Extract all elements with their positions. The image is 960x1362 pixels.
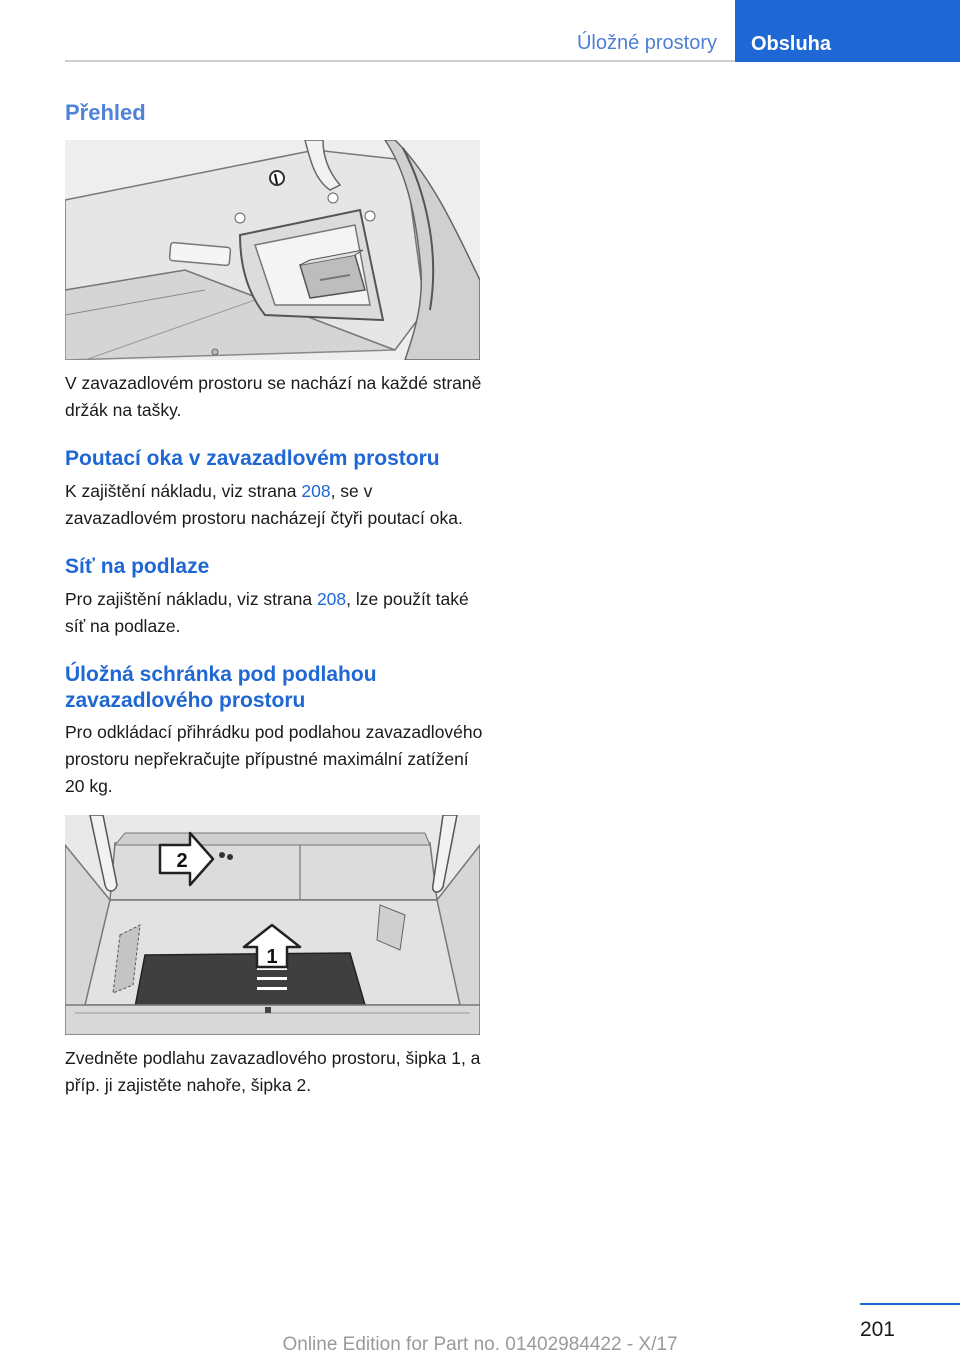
- page-number: 201: [859, 1318, 895, 1341]
- header-divider: [65, 60, 735, 62]
- page-208-link[interactable]: 208: [301, 480, 331, 501]
- net-text-end: , lze použít také síť na podlaze.: [65, 588, 469, 636]
- header-chapter-tab: Obsluha: [735, 0, 960, 62]
- tie-down-section: [65, 446, 485, 532]
- trunk-side-illustration: [65, 140, 480, 360]
- main-content: [65, 100, 485, 1099]
- edition-watermark: Online Edition for Part no. 01402984422 - X/17: [282, 1334, 678, 1355]
- arrow-1-label: 1: [266, 945, 278, 968]
- tie-down-text: [65, 478, 485, 532]
- overview-heading: Přehled: [65, 100, 146, 125]
- page-header: [577, 0, 960, 62]
- net-section: [65, 554, 485, 640]
- tie-down-text-end: , se v zavazadlovém prostoru nacházejí čtyři poutací oka.: [65, 480, 463, 528]
- net-text: [65, 586, 485, 640]
- storage-heading: Úložná schránka pod podlahou zavazadlového prostoru: [65, 662, 377, 712]
- storage-caption: Zvedněte podlahu zavazadlového prostoru, šipka 1, a příp. ji zajistěte nahoře, šipka 2.: [65, 1047, 481, 1095]
- overview-caption: V zavazadlovém prostoru se nachází na každé straně držák na tašky.: [65, 373, 482, 421]
- arrow-2-label: 2: [176, 849, 188, 872]
- tie-down-heading: Poutací oka v zavazadlovém prostoru: [65, 447, 440, 471]
- page-208-link[interactable]: 208: [316, 588, 347, 609]
- footer-rule: [860, 1303, 960, 1305]
- storage-section: [65, 662, 485, 801]
- trunk-floor-illustration: [65, 815, 480, 1035]
- tie-down-text-start: K zajištění nákladu, viz strana: [65, 480, 302, 501]
- header-section-title: Úložné prostory: [576, 32, 717, 54]
- net-text-start: Pro zajištění nákladu, viz strana: [65, 588, 317, 609]
- storage-text: Pro odkládací přihrádku pod podlahou zavazadlového prostoru nepřekračujte přípustné maximální zatížení 20 kg.: [65, 722, 483, 797]
- net-heading: Síť na podlaze: [65, 555, 210, 579]
